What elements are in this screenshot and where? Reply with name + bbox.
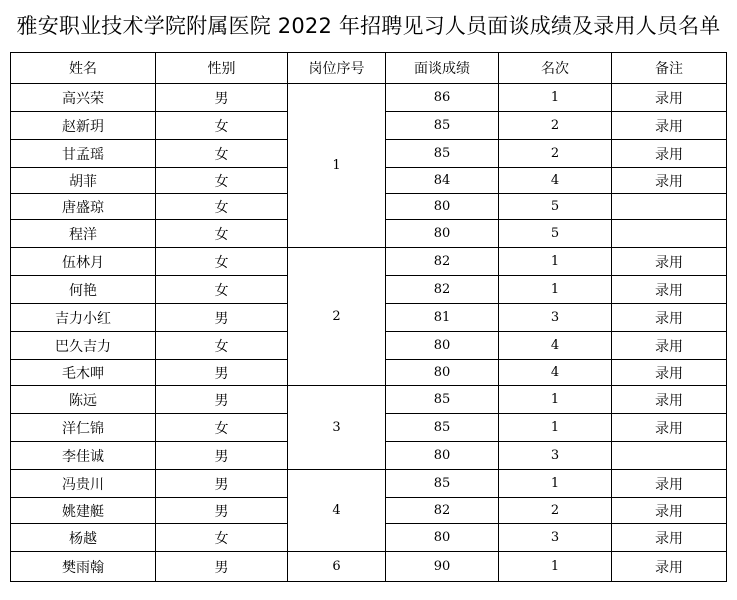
cell-score: 90: [386, 552, 499, 582]
cell-post: 4: [288, 470, 386, 552]
cell-gender: 女: [156, 524, 288, 552]
cell-rank: 3: [499, 304, 612, 332]
header-post: 岗位序号: [288, 53, 386, 84]
cell-remark: 录用: [612, 470, 727, 498]
cell-remark: 录用: [612, 498, 727, 524]
cell-gender: 女: [156, 414, 288, 442]
cell-gender: 女: [156, 194, 288, 220]
cell-score: 85: [386, 140, 499, 168]
page-title: 雅安职业技术学院附属医院 2022 年招聘见习人员面谈成绩及录用人员名单: [16, 14, 721, 38]
cell-score: 82: [386, 248, 499, 276]
cell-name: 伍林月: [11, 248, 156, 276]
cell-gender: 男: [156, 470, 288, 498]
cell-remark: 录用: [612, 140, 727, 168]
cell-score: 85: [386, 386, 499, 414]
cell-rank: 4: [499, 332, 612, 360]
header-gender: 性别: [156, 53, 288, 84]
cell-name: 程洋: [11, 220, 156, 248]
cell-gender: 女: [156, 220, 288, 248]
cell-gender: 女: [156, 248, 288, 276]
cell-remark: 录用: [612, 168, 727, 194]
cell-name: 胡菲: [11, 168, 156, 194]
cell-name: 樊雨翰: [11, 552, 156, 582]
cell-score: 84: [386, 168, 499, 194]
cell-remark: 录用: [612, 84, 727, 112]
cell-remark: 录用: [612, 524, 727, 552]
cell-gender: 男: [156, 552, 288, 582]
cell-score: 82: [386, 498, 499, 524]
cell-name: 甘孟瑶: [11, 140, 156, 168]
cell-rank: 1: [499, 84, 612, 112]
cell-remark: 录用: [612, 552, 727, 582]
cell-rank: 1: [499, 276, 612, 304]
cell-rank: 3: [499, 524, 612, 552]
cell-remark: 录用: [612, 276, 727, 304]
cell-gender: 男: [156, 498, 288, 524]
cell-remark: [612, 220, 727, 248]
cell-score: 80: [386, 220, 499, 248]
cell-gender: 男: [156, 442, 288, 470]
cell-name: 巴久吉力: [11, 332, 156, 360]
cell-remark: 录用: [612, 414, 727, 442]
cell-rank: 1: [499, 414, 612, 442]
cell-rank: 2: [499, 498, 612, 524]
cell-rank: 4: [499, 168, 612, 194]
cell-gender: 女: [156, 112, 288, 140]
cell-name: 陈远: [11, 386, 156, 414]
cell-name: 冯贵川: [11, 470, 156, 498]
cell-score: 81: [386, 304, 499, 332]
cell-name: 姚建艇: [11, 498, 156, 524]
cell-score: 85: [386, 470, 499, 498]
table-row: [11, 84, 727, 112]
cell-gender: 女: [156, 168, 288, 194]
cell-score: 85: [386, 414, 499, 442]
cell-rank: 5: [499, 220, 612, 248]
cell-gender: 男: [156, 84, 288, 112]
cell-name: 李佳诚: [11, 442, 156, 470]
cell-post: 2: [288, 248, 386, 386]
table-row: [11, 386, 727, 414]
cell-remark: 录用: [612, 112, 727, 140]
cell-remark: 录用: [612, 360, 727, 386]
results-table: [10, 52, 727, 582]
cell-name: 毛木呷: [11, 360, 156, 386]
cell-rank: 4: [499, 360, 612, 386]
cell-remark: 录用: [612, 332, 727, 360]
cell-remark: 录用: [612, 304, 727, 332]
cell-score: 85: [386, 112, 499, 140]
header-rank: 名次: [499, 53, 612, 84]
table-row: [11, 248, 727, 276]
cell-rank: 3: [499, 442, 612, 470]
cell-name: 杨越: [11, 524, 156, 552]
cell-gender: 女: [156, 332, 288, 360]
table-row: [11, 552, 727, 582]
cell-post: 1: [288, 84, 386, 248]
cell-remark: [612, 442, 727, 470]
cell-rank: 1: [499, 248, 612, 276]
cell-name: 唐盛琼: [11, 194, 156, 220]
cell-remark: [612, 194, 727, 220]
cell-rank: 1: [499, 470, 612, 498]
cell-score: 80: [386, 442, 499, 470]
cell-name: 吉力小红: [11, 304, 156, 332]
cell-rank: 2: [499, 140, 612, 168]
table-row: [11, 470, 727, 498]
cell-post: 6: [288, 552, 386, 582]
cell-name: 洋仁锦: [11, 414, 156, 442]
header-name: 姓名: [11, 53, 156, 84]
cell-gender: 男: [156, 386, 288, 414]
cell-score: 80: [386, 332, 499, 360]
cell-score: 80: [386, 524, 499, 552]
cell-gender: 男: [156, 304, 288, 332]
cell-score: 86: [386, 84, 499, 112]
cell-rank: 2: [499, 112, 612, 140]
header-score: 面谈成绩: [386, 53, 499, 84]
cell-gender: 女: [156, 276, 288, 304]
cell-remark: 录用: [612, 248, 727, 276]
cell-score: 80: [386, 194, 499, 220]
cell-score: 82: [386, 276, 499, 304]
header-row: [11, 53, 727, 84]
cell-name: 高兴荣: [11, 84, 156, 112]
cell-rank: 1: [499, 552, 612, 582]
cell-rank: 5: [499, 194, 612, 220]
cell-rank: 1: [499, 386, 612, 414]
cell-name: 赵新玥: [11, 112, 156, 140]
cell-remark: 录用: [612, 386, 727, 414]
table-body: [11, 84, 727, 582]
header-remark: 备注: [612, 53, 727, 84]
cell-gender: 女: [156, 140, 288, 168]
cell-gender: 男: [156, 360, 288, 386]
cell-name: 何艳: [11, 276, 156, 304]
cell-score: 80: [386, 360, 499, 386]
cell-post: 3: [288, 386, 386, 470]
